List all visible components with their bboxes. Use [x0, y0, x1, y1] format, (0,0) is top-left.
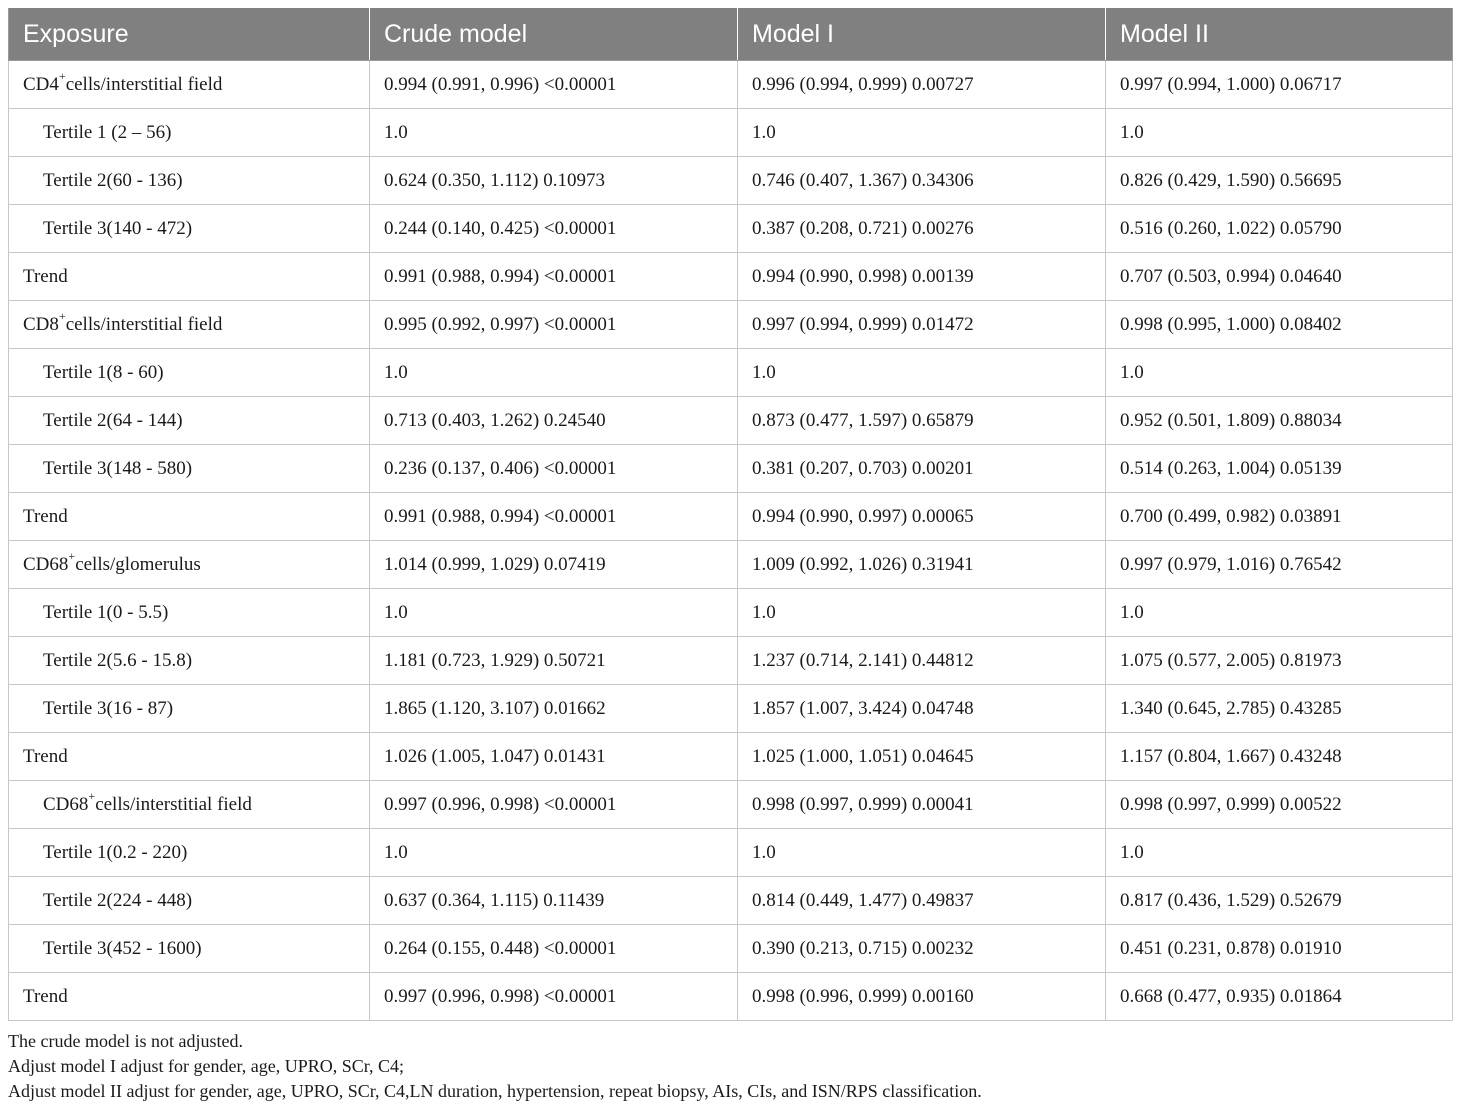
model-2-cell: 1.0: [1106, 109, 1453, 157]
exposure-cell: [9, 109, 370, 157]
exposure-suffix: cells/glomerulus: [75, 553, 201, 575]
exposure-label: Tertile 3(16 - 87): [43, 697, 174, 719]
crude-model-cell: 1.014 (0.999, 1.029) 0.07419: [370, 541, 738, 589]
table-header: [9, 8, 1453, 61]
exposure-label: Tertile 2(5.6 - 15.8): [43, 649, 193, 671]
crude-model-cell: 0.713 (0.403, 1.262) 0.24540: [370, 397, 738, 445]
crude-model-cell: 0.997 (0.996, 0.998) <0.00001: [370, 781, 738, 829]
header-model-1: Model I: [738, 8, 1106, 61]
exposure-label: Tertile 2(60 - 136): [43, 169, 183, 191]
model-1-cell: 1.0: [738, 109, 1106, 157]
table-row: [9, 733, 1453, 781]
exposure-label: CD4: [23, 73, 59, 95]
model-1-cell: 1.0: [738, 589, 1106, 637]
exposure-superscript: +: [58, 309, 66, 324]
model-1-cell: 1.857 (1.007, 3.424) 0.04748: [738, 685, 1106, 733]
exposure-cell: [9, 301, 370, 349]
exposure-superscript: +: [88, 789, 96, 804]
exposure-cell: [9, 493, 370, 541]
exposure-cell: [9, 973, 370, 1021]
exposure-label: CD8: [23, 313, 59, 335]
exposure-cell: [9, 445, 370, 493]
model-1-cell: 1.237 (0.714, 2.141) 0.44812: [738, 637, 1106, 685]
model-2-cell: 0.700 (0.499, 0.982) 0.03891: [1106, 493, 1453, 541]
exposure-cell: [9, 349, 370, 397]
crude-model-cell: 0.637 (0.364, 1.115) 0.11439: [370, 877, 738, 925]
crude-model-cell: 1.0: [370, 829, 738, 877]
model-2-cell: 0.952 (0.501, 1.809) 0.88034: [1106, 397, 1453, 445]
table-row: [9, 541, 1453, 589]
results-table: [8, 8, 1453, 1021]
exposure-label: Tertile 3(452 - 1600): [43, 937, 202, 959]
model-1-cell: 0.873 (0.477, 1.597) 0.65879: [738, 397, 1106, 445]
crude-model-cell: 1.0: [370, 589, 738, 637]
exposure-label: Tertile 1(8 - 60): [43, 361, 164, 383]
model-2-cell: 0.451 (0.231, 0.878) 0.01910: [1106, 925, 1453, 973]
header-crude-model: Crude model: [370, 8, 738, 61]
model-1-cell: 0.814 (0.449, 1.477) 0.49837: [738, 877, 1106, 925]
footnote-model-2: Adjust model II adjust for gender, age, UPRO, SCr, C4,LN duration, hypertension, repeat biopsy, AIs, CIs, and ISN/RPS classification.: [8, 1081, 982, 1101]
footnote-model-1: Adjust model I adjust for gender, age, UPRO, SCr, C4;: [8, 1056, 405, 1076]
table-row: [9, 493, 1453, 541]
header-model-2: Model II: [1106, 8, 1453, 61]
exposure-cell: [9, 589, 370, 637]
model-2-cell: 0.998 (0.997, 0.999) 0.00522: [1106, 781, 1453, 829]
exposure-cell: [9, 733, 370, 781]
model-1-cell: 1.0: [738, 829, 1106, 877]
exposure-cell: [9, 925, 370, 973]
model-1-cell: 0.996 (0.994, 0.999) 0.00727: [738, 61, 1106, 109]
model-2-cell: 0.997 (0.994, 1.000) 0.06717: [1106, 61, 1453, 109]
model-2-cell: 1.075 (0.577, 2.005) 0.81973: [1106, 637, 1453, 685]
model-1-cell: 1.025 (1.000, 1.051) 0.04645: [738, 733, 1106, 781]
exposure-cell: [9, 685, 370, 733]
exposure-label: Tertile 1(0.2 - 220): [43, 841, 188, 863]
exposure-suffix: cells/interstitial field: [95, 793, 252, 815]
crude-model-cell: 1.865 (1.120, 3.107) 0.01662: [370, 685, 738, 733]
table-row: [9, 685, 1453, 733]
exposure-cell: [9, 829, 370, 877]
crude-model-cell: 0.264 (0.155, 0.448) <0.00001: [370, 925, 738, 973]
model-2-cell: 1.157 (0.804, 1.667) 0.43248: [1106, 733, 1453, 781]
table-row: [9, 157, 1453, 205]
crude-model-cell: 1.0: [370, 349, 738, 397]
table-row: [9, 877, 1453, 925]
table-row: [9, 205, 1453, 253]
table-container: [8, 8, 1452, 1104]
table-row: [9, 925, 1453, 973]
model-1-cell: 1.009 (0.992, 1.026) 0.31941: [738, 541, 1106, 589]
table-row: [9, 61, 1453, 109]
exposure-superscript: +: [58, 69, 66, 84]
exposure-cell: [9, 781, 370, 829]
crude-model-cell: 0.994 (0.991, 0.996) <0.00001: [370, 61, 738, 109]
crude-model-cell: 1.026 (1.005, 1.047) 0.01431: [370, 733, 738, 781]
model-2-cell: 0.514 (0.263, 1.004) 0.05139: [1106, 445, 1453, 493]
model-1-cell: 0.994 (0.990, 0.998) 0.00139: [738, 253, 1106, 301]
table-row: [9, 253, 1453, 301]
model-2-cell: 1.0: [1106, 829, 1453, 877]
model-1-cell: 0.381 (0.207, 0.703) 0.00201: [738, 445, 1106, 493]
table-body: [9, 61, 1453, 1021]
model-2-cell: 0.997 (0.979, 1.016) 0.76542: [1106, 541, 1453, 589]
table-row: [9, 973, 1453, 1021]
model-2-cell: 1.0: [1106, 589, 1453, 637]
exposure-label: Tertile 2(64 - 144): [43, 409, 183, 431]
header-row: [9, 8, 1453, 61]
crude-model-cell: 0.995 (0.992, 0.997) <0.00001: [370, 301, 738, 349]
exposure-label: Tertile 1(0 - 5.5): [43, 601, 169, 623]
exposure-cell: [9, 205, 370, 253]
exposure-cell: [9, 253, 370, 301]
model-1-cell: 1.0: [738, 349, 1106, 397]
model-2-cell: 1.340 (0.645, 2.785) 0.43285: [1106, 685, 1453, 733]
crude-model-cell: 0.244 (0.140, 0.425) <0.00001: [370, 205, 738, 253]
crude-model-cell: 1.0: [370, 109, 738, 157]
model-1-cell: 0.997 (0.994, 0.999) 0.01472: [738, 301, 1106, 349]
exposure-label: CD68: [23, 553, 69, 575]
model-1-cell: 0.390 (0.213, 0.715) 0.00232: [738, 925, 1106, 973]
exposure-label: CD68: [43, 793, 89, 815]
table-footnotes: [8, 1029, 1452, 1104]
exposure-cell: [9, 541, 370, 589]
model-2-cell: 0.516 (0.260, 1.022) 0.05790: [1106, 205, 1453, 253]
model-1-cell: 0.746 (0.407, 1.367) 0.34306: [738, 157, 1106, 205]
table-row: [9, 349, 1453, 397]
model-1-cell: 0.387 (0.208, 0.721) 0.00276: [738, 205, 1106, 253]
crude-model-cell: 0.236 (0.137, 0.406) <0.00001: [370, 445, 738, 493]
crude-model-cell: 0.991 (0.988, 0.994) <0.00001: [370, 253, 738, 301]
table-row: [9, 397, 1453, 445]
exposure-superscript: +: [68, 549, 76, 564]
header-exposure: Exposure: [9, 8, 370, 61]
model-2-cell: 0.668 (0.477, 0.935) 0.01864: [1106, 973, 1453, 1021]
exposure-suffix: cells/interstitial field: [65, 313, 223, 335]
exposure-cell: [9, 637, 370, 685]
crude-model-cell: 0.624 (0.350, 1.112) 0.10973: [370, 157, 738, 205]
exposure-cell: [9, 157, 370, 205]
exposure-label: Trend: [23, 745, 68, 767]
crude-model-cell: 0.991 (0.988, 0.994) <0.00001: [370, 493, 738, 541]
exposure-label: Trend: [23, 505, 68, 527]
model-2-cell: 0.817 (0.436, 1.529) 0.52679: [1106, 877, 1453, 925]
exposure-label: Tertile 2(224 - 448): [43, 889, 193, 911]
table-row: [9, 301, 1453, 349]
exposure-label: Tertile 3(148 - 580): [43, 457, 193, 479]
exposure-label: Tertile 1 (2 – 56): [43, 121, 172, 143]
table-row: [9, 445, 1453, 493]
exposure-label: Trend: [23, 985, 68, 1007]
footnote-crude: The crude model is not adjusted.: [8, 1031, 243, 1051]
table-row: [9, 589, 1453, 637]
table-row: [9, 781, 1453, 829]
exposure-cell: [9, 61, 370, 109]
model-1-cell: 0.998 (0.996, 0.999) 0.00160: [738, 973, 1106, 1021]
model-2-cell: 0.707 (0.503, 0.994) 0.04640: [1106, 253, 1453, 301]
model-1-cell: 0.994 (0.990, 0.997) 0.00065: [738, 493, 1106, 541]
model-2-cell: 0.826 (0.429, 1.590) 0.56695: [1106, 157, 1453, 205]
model-2-cell: 0.998 (0.995, 1.000) 0.08402: [1106, 301, 1453, 349]
exposure-cell: [9, 877, 370, 925]
exposure-label: Tertile 3(140 - 472): [43, 217, 193, 239]
table-row: [9, 109, 1453, 157]
table-row: [9, 637, 1453, 685]
crude-model-cell: 1.181 (0.723, 1.929) 0.50721: [370, 637, 738, 685]
exposure-label: Trend: [23, 265, 68, 287]
exposure-cell: [9, 397, 370, 445]
table-row: [9, 829, 1453, 877]
model-1-cell: 0.998 (0.997, 0.999) 0.00041: [738, 781, 1106, 829]
model-2-cell: 1.0: [1106, 349, 1453, 397]
exposure-suffix: cells/interstitial field: [65, 73, 223, 95]
crude-model-cell: 0.997 (0.996, 0.998) <0.00001: [370, 973, 738, 1021]
